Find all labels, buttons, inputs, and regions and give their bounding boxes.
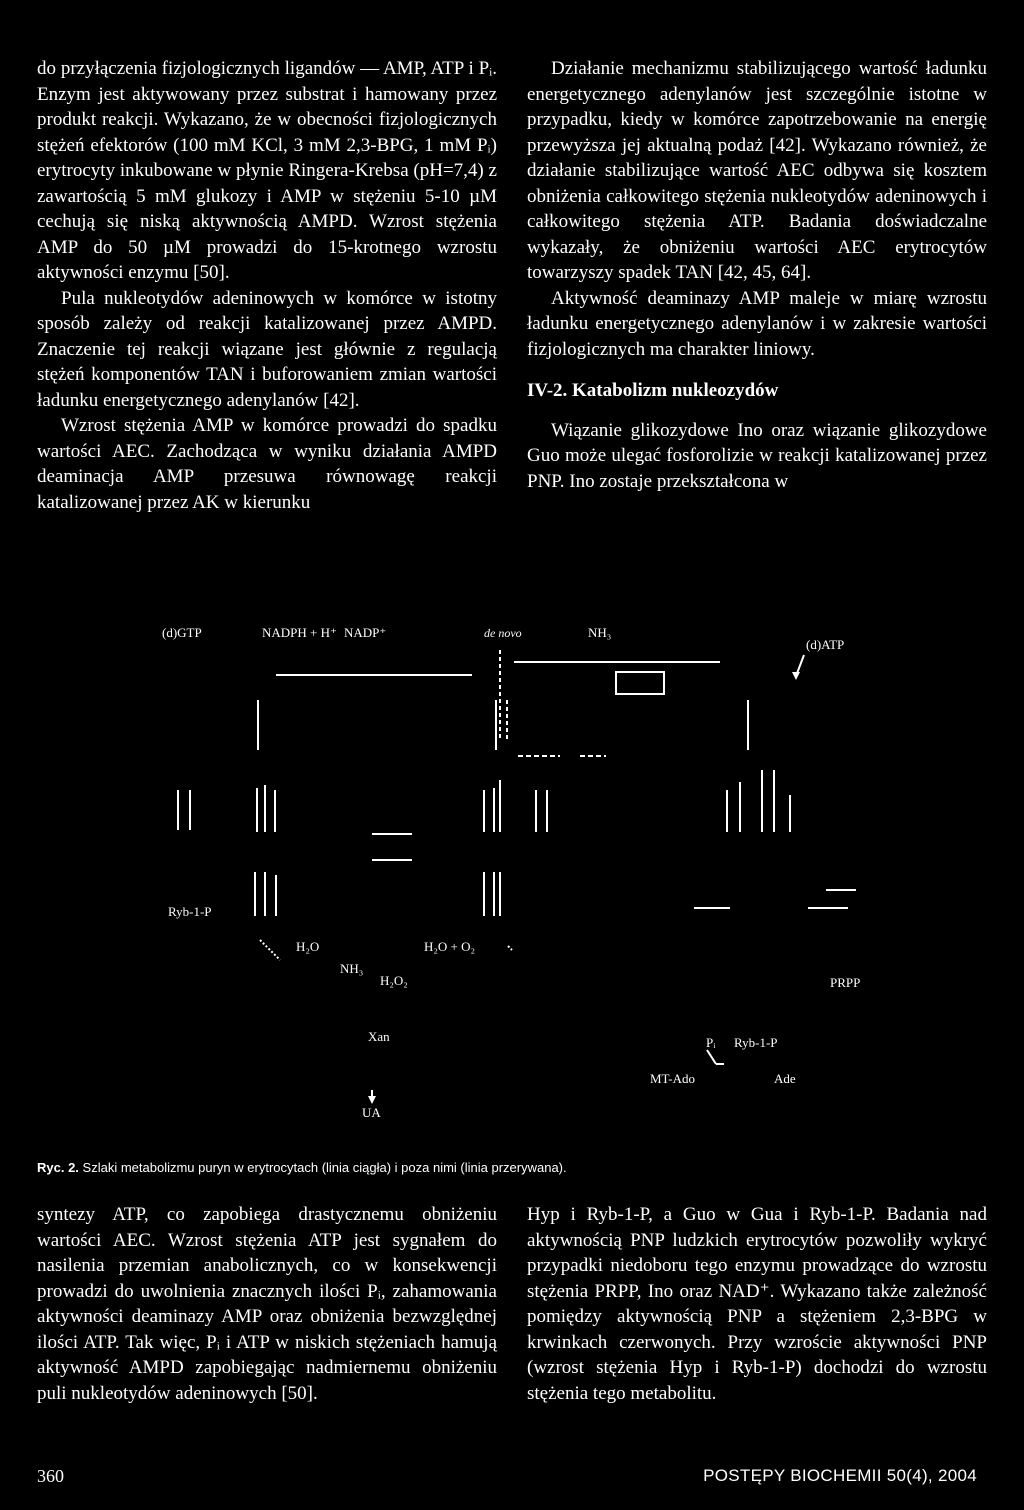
label-datp: (d)ATP xyxy=(806,637,845,652)
label-nadph: NADPH + H⁺ xyxy=(262,625,337,640)
label-nh3-top: NH₃ xyxy=(588,625,612,640)
text-column-top-right xyxy=(527,56,987,494)
label-h2o: H₂O xyxy=(296,939,320,954)
arrow-line xyxy=(707,1050,716,1064)
label-xan: Xan xyxy=(368,1029,390,1044)
label-mtado: MT-Ado xyxy=(650,1071,696,1086)
text-column-bottom-right xyxy=(527,1202,987,1406)
label-nh3-mid: NH₃ xyxy=(340,961,364,976)
section-heading: IV-2. Katabolizm nukleozydów xyxy=(527,380,779,401)
pathway-diagram xyxy=(0,610,1024,1170)
paragraph: do przyłączenia fizjologicznych ligandów — AMP, ATP i Pᵢ. Enzym jest aktywowany przez substrat i hamowany przez produkt reakcji. Wykazano, że w obecności fizjologicznych stężeń efektorów (100 mM KCl, 3 mM 2,3-BPG, 1 mM Pᵢ) erytrocyty inkubowane w płynie Ringera-Krebsa (pH=7,4) z zawartością 5 mM glukozy i AMP w stężeniu 5-10 µM cechują się niską aktywnością AMPD. Wzrost stężenia AMP do 50 µM prowadzi do 15-krotnego wzrostu aktywności enzymu [50]. xyxy=(37,58,497,283)
paragraph: syntezy ATP, co zapobiega drastycznemu obniżeniu wartości AEC. Wzrost stężenia ATP jest sygnałem do nasilenia przemian anabolicznych, co w konsekwencji prowadzi do uwolnienia znacznych ilości Pᵢ, zahamowania aktywności deaminazy AMP oraz obniżenia bezwzględnej ilości ATP. Tak więc, Pᵢ i ATP w niskich stężeniach hamują aktywność AMPD zapobiegając nadmiernemu obniżeniu puli nukleotydów adeninowych [50]. xyxy=(37,1204,497,1404)
label-pi: Pᵢ xyxy=(706,1035,716,1050)
figure-purine-pathways xyxy=(0,610,1024,1170)
label-h2o2: H₂O₂ xyxy=(380,973,408,988)
caption-text: Szlaki metabolizmu puryn w erytrocytach (linia ciągła) i poza nimi (linia przerywana). xyxy=(82,1160,567,1175)
label-dgtp: (d)GTP xyxy=(162,625,202,640)
text-column-top-left xyxy=(37,56,497,515)
label-ade: Ade xyxy=(774,1071,796,1086)
label-ryb1p-right: Ryb-1-P xyxy=(734,1035,778,1050)
page-number: 360 xyxy=(37,1466,64,1486)
figure-caption xyxy=(37,1160,567,1176)
paragraph: Hyp i Ryb-1-P, a Guo w Gua i Ryb-1-P. Badania nad aktywnością PNP ludzkich erytrocytów pozwoliły wykryć przypadki niedoboru tego enzymu prowadzące do wzrostu stężenia PRPP, Ino oraz NAD⁺. Wykazano także zależność pomiędzy aktywnością PNP a stężeniem 2,3-BPG w krwinkach czerwonych. Przy wzroście aktywności PNP (wzrost stężenia Hyp i Ryb-1-P) dochodzi do wzrostu stężenia tego metabolitu. xyxy=(527,1204,987,1404)
journal-footer: POSTĘPY BIOCHEMII 50(4), 2004 xyxy=(703,1466,977,1485)
arrow-head-icon xyxy=(792,672,800,680)
dashed-arrow xyxy=(508,946,512,950)
paragraph: Aktywność deaminazy AMP maleje w miarę wzrostu ładunku energetycznego adenylanów i w zakresie wartości fizjologicznych ma charakter liniowy. xyxy=(527,287,987,360)
label-ua: UA xyxy=(362,1105,381,1120)
label-h2o-o2: H₂O + O₂ xyxy=(424,939,476,954)
paragraph: Pula nukleotydów adeninowych w komórce w istotny sposób zależy od reakcji katalizowanej przez AMPD. Znaczenie tej reakcji wiązane jest głównie z regulacją stężeń komponentów TAN i buforowaniem zmian wartości ładunku energetycznego adenylanów [42]. xyxy=(37,287,497,411)
paragraph: Wzrost stężenia AMP w komórce prowadzi do spadku wartości AEC. Zachodząca w wyniku działania AMPD deaminacja AMP przesuwa równowagę reakcji katalizowanej przez AK w kierunku xyxy=(37,415,497,513)
text-column-bottom-left xyxy=(37,1202,497,1406)
label-de-novo: de novo xyxy=(484,626,522,640)
dashed-arrow xyxy=(260,940,280,960)
arrow-head-icon xyxy=(368,1096,376,1104)
caption-label: Ryc. 2. xyxy=(37,1160,79,1175)
paragraph: Wiązanie glikozydowe Ino oraz wiązanie glikozydowe Guo może ulegać fosforolizie w reakcji katalizowanej przez PNP. Ino zostaje przekształcona w xyxy=(527,419,987,492)
enzyme-box xyxy=(616,672,664,694)
label-ryb1p-left: Ryb-1-P xyxy=(168,904,212,919)
label-prpp: PRPP xyxy=(830,975,861,990)
label-nadp: NADP⁺ xyxy=(344,625,387,640)
paragraph: Działanie mechanizmu stabilizującego wartość ładunku energetycznego adenylanów jest szczególnie istotne w przypadku, kiedy w komórce zapotrzebowanie na energię przewyższa jej aktualną podaż [42]. Wykazano również, że działanie stabilizujące wartość AEC odbywa się kosztem obniżenia całkowitego stężenia nukleotydów adeninowych i całkowitego stężenia ATP. Badania doświadczalne wykazały, że obniżeniu wartości AEC erytrocytów towarzyszy spadek TAN [42, 45, 64]. xyxy=(527,58,987,283)
